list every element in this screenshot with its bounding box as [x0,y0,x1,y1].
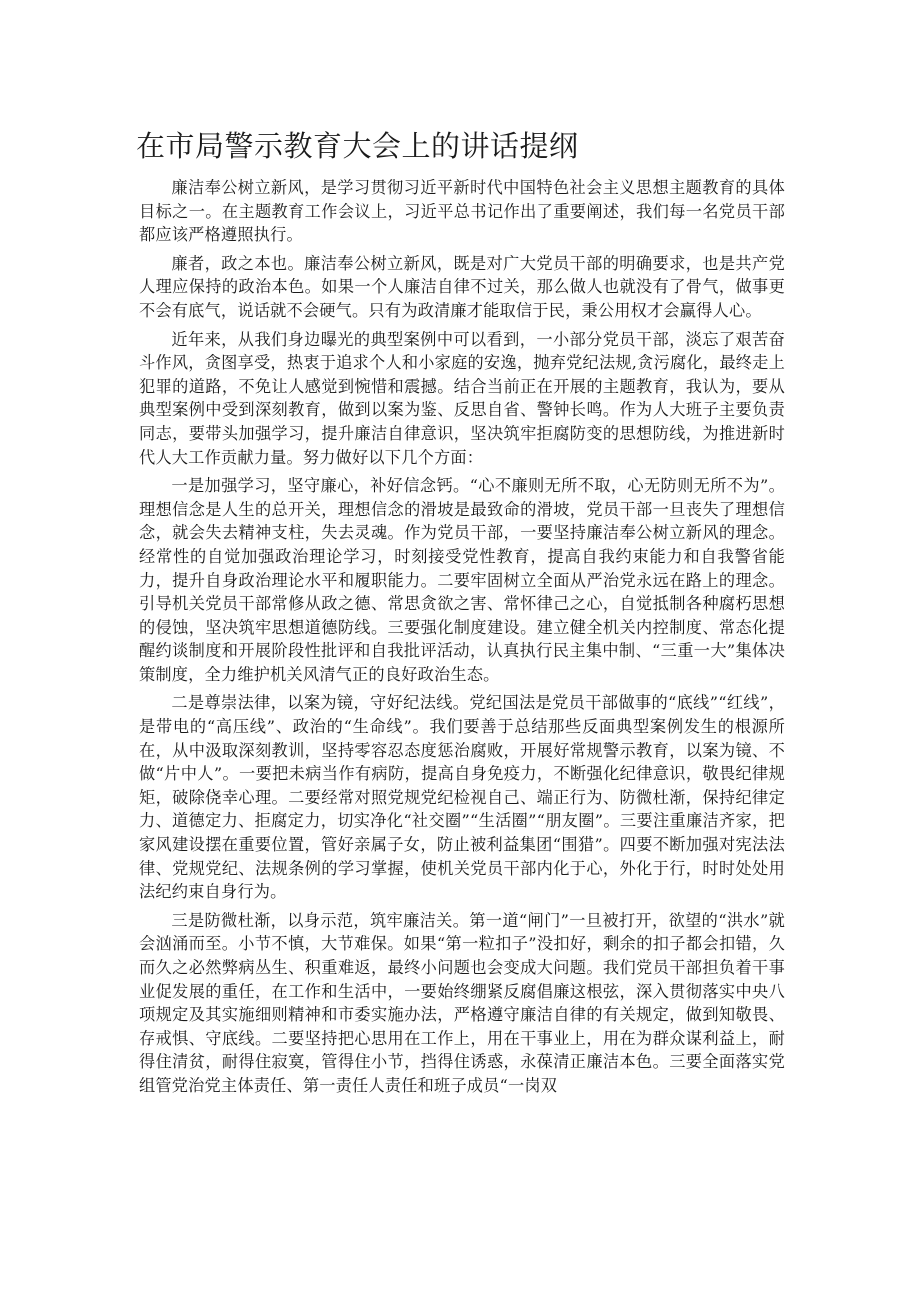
paragraph-point-three: 三是防微杜渐，以身示范，筑牢廉洁关。第一道“闸门”一旦被打开，欲望的“洪水”就会汹涌而至。小节不慎，大节难保。如果“第一粒扣子”没扣好，剩余的扣子都会扣错，久而久之必然弊病丛生、积重难返，最终小问题也会变成大问题。我们党员干部担负着干事业促发展的重任，在工作和生活中，一要始终绷紧反腐倡廉这根弦，深入贯彻落实中央八项规定及其实施细则精神和市委实施办法，严格遵守廉洁自律的有关规定，做到知敬畏、存戒惧、守底线。二要坚持把心思用在工作上，用在干事业上，用在为群众谋利益上，耐得住清贫，耐得住寂寞，管得住小节，挡得住诱惑，永葆清正廉洁本色。三要全面落实党组管党治党主体责任、第一责任人责任和班子成员“一岗双 [139,910,785,1095]
page-title: 在市局警示教育大会上的讲话提纲 [136,129,579,163]
paragraph-integrity: 廉者，政之本也。廉洁奉公树立新风，既是对广大党员干部的明确要求，也是共产党人理应保持的政治本色。如果一个人廉洁自律不过关，那么做人也就没有了骨气，做事更不会有底气，说话就不会硬气。只有为政清廉才能取信于民，秉公用权才会赢得人心。 [139,253,785,320]
paragraph-point-two: 二是尊崇法律，以案为镜，守好纪法线。党纪国法是党员干部做事的“底线”“红线”，是带电的“高压线”、政治的“生命线”。我们要善于总结那些反面典型案例发生的根源所在，从中汲取深刻教训，坚持零容忍态度惩治腐败，开展好常规警示教育，以案为镜、不做“片中人”。一要把未病当作有病防，提高自身免疫力，不断强化纪律意识，敬畏纪律规矩，破除侥幸心理。二要经常对照党规党纪检视自己、端正行为、防微杜渐，保持纪律定力、道德定力、拒腐定力，切实净化“社交圈”“生活圈”“朋友圈”。三要注重廉洁齐家，把家风建设摆在重要位置，管好亲属子女，防止被利益集团“围猎”。四要不断加强对宪法法律、党规党纪、法规条例的学习掌握，使机关党员干部内化于心，外化于行，时时处处用法纪约束自身行为。 [139,693,785,902]
paragraph-point-one: 一是加强学习，坚守廉心，补好信念钙。“心不廉则无所不取，心无防则无所不为”。理想信念是人生的总开关，理想信念的滑坡是最致命的滑坡，党员干部一旦丧失了理想信念，就会失去精神支柱，失去灵魂。作为党员干部，一要坚持廉洁奉公树立新风的理念。经常性的自觉加强政治理论学习，时刻接受党性教育，提高自我约束能力和自我警省能力，提升自身政治理论水平和履职能力。二要牢固树立全面从严治党永远在路上的理念。引导机关党员干部常修从政之德、常思贪欲之害、常怀律己之心，自觉抵制各种腐朽思想的侵蚀，坚决筑牢思想道德防线。三要强化制度建设。建立健全机关内控制度、常态化提醒约谈制度和开展阶段性批评和自我批评活动，认真执行民主集中制、“三重一大”集体决策制度，全力维护机关风清气正的良好政治生态。 [139,476,785,684]
paragraph-recent-cases: 近年来，从我们身边曝光的典型案例中可以看到，一小部分党员干部，淡忘了艰苦奋斗作风，贪图享受，热衷于追求个人和小家庭的安逸，抛弃党纪法规,贪污腐化，最终走上犯罪的道路，不免让人感觉到惋惜和震撼。结合当前正在开展的主题教育，我认为，要从典型案例中受到深刻教育，做到以案为鉴、反思自省、警钟长鸣。作为人大班子主要负责同志，要带头加强学习，提升廉洁自律意识，坚决筑牢拒腐防变的思想防线，为推进新时代人大工作贡献力量。努力做好以下几个方面： [139,329,785,467]
paragraph-intro: 廉洁奉公树立新风，是学习贯彻习近平新时代中国特色社会主义思想主题教育的具体目标之一。在主题教育工作会议上，习近平总书记作出了重要阐述，我们每一名党员干部都应该严格遵照执行。 [139,178,785,245]
document-body [139,176,785,1103]
